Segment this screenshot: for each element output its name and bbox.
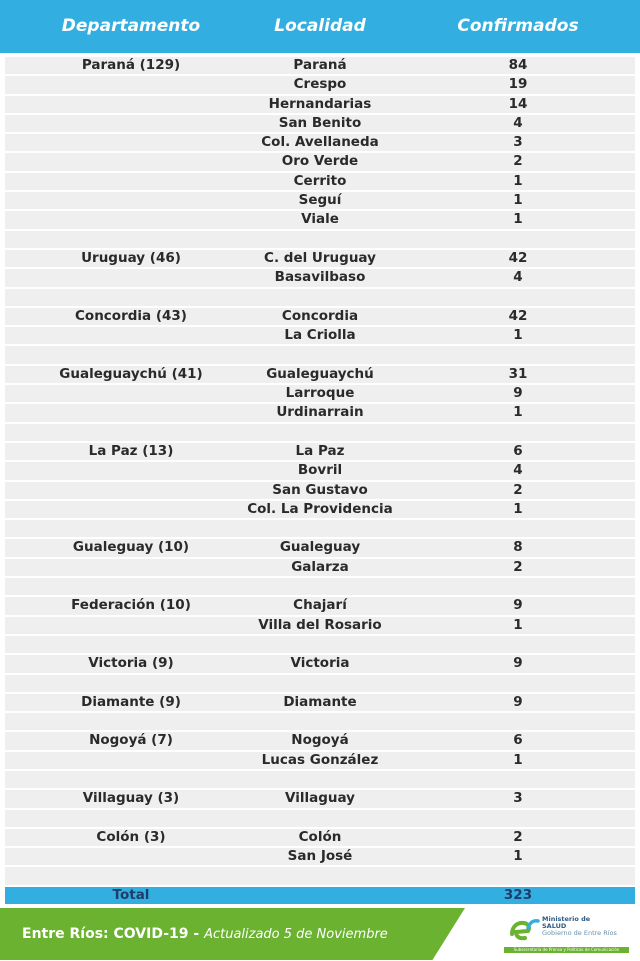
table-row [5,250,635,267]
cell-localidad: Gualeguaychú [266,365,374,382]
cell-confirmados: 3 [513,790,523,807]
table-row [5,752,635,769]
cell-confirmados: 19 [508,76,528,93]
cell-confirmados [408,346,628,363]
cell-confirmados: 1 [513,751,523,768]
cell-localidad: Villa del Rosario [258,616,382,633]
cell-confirmados [408,424,628,441]
total-value: 323 [503,887,533,903]
cell-confirmados: 1 [513,404,523,421]
cell-confirmados [408,867,628,884]
cell-localidad: Victoria [290,655,350,672]
cell-confirmados: 2 [513,481,523,498]
cell-localidad: San Gustavo [272,481,368,498]
table-row [5,289,635,306]
cell-localidad: Urdinarrain [276,404,364,421]
cell-departamento [20,289,242,306]
cell-confirmados: 2 [513,558,523,575]
cell-departamento [20,713,242,730]
table-header [0,0,640,53]
cell-confirmados [408,578,628,595]
cell-departamento [20,346,242,363]
cell-confirmados: 8 [513,539,523,556]
cell-departamento [20,462,242,479]
cell-localidad: Paraná [293,57,347,73]
cell-departamento [20,771,242,788]
cell-departamento [20,867,242,884]
cell-confirmados: 3 [513,134,523,151]
table-row [5,385,635,402]
cell-localidad: Chajarí [293,597,347,614]
table-row [5,424,635,441]
total-row [5,887,635,904]
table-row [5,732,635,749]
cell-departamento [20,153,242,170]
ministry-logo [500,912,635,956]
table-row [5,867,635,884]
cell-departamento: La Paz (13) [88,442,174,459]
cell-confirmados [408,713,628,730]
cell-departamento [20,192,242,209]
table-row [5,115,635,132]
cell-confirmados: 1 [513,616,523,633]
cell-localidad: Gualeguay [279,539,361,556]
cell-localidad: Galarza [291,558,349,575]
table-row [5,192,635,209]
cell-localidad: La Criolla [284,327,356,344]
cell-localidad: Lucas González [261,751,379,768]
cell-departamento [20,96,242,113]
cell-confirmados: 4 [513,114,523,131]
table-row [5,57,635,74]
table-row [5,134,635,151]
cell-localidad: San José [287,848,353,865]
cell-confirmados: 6 [513,732,523,749]
logo-bar: Subsecretaría de Prensa y Políticas de Comunicación [504,947,629,953]
table-row [5,636,635,653]
cell-departamento: Paraná (129) [81,57,181,73]
cell-localidad [210,578,430,595]
table-row [5,790,635,807]
cell-departamento [20,385,242,402]
table-row [5,675,635,692]
cell-localidad: Col. La Providencia [247,500,393,517]
table-row [5,462,635,479]
cell-confirmados: 2 [513,153,523,170]
header-departamento: Departamento [61,16,201,36]
cell-localidad: Seguí [298,192,342,209]
cell-departamento: Gualeguay (10) [72,539,190,556]
logo-line1: Ministerio de [542,915,591,923]
cell-departamento [20,578,242,595]
cell-departamento [20,501,242,518]
cell-localidad: Concordia [281,307,359,324]
cell-confirmados: 1 [513,192,523,209]
cell-localidad: Colón [298,828,342,845]
table-row [5,346,635,363]
footer-title: Entre Ríos: COVID-19 - [22,926,200,942]
logo-line3: Gobierno de Entre Ríos [542,929,617,937]
cell-departamento [20,269,242,286]
cell-localidad [210,520,430,537]
cell-departamento: Diamante (9) [81,693,181,710]
cell-localidad: Oro Verde [281,153,359,170]
cell-departamento: Gualeguaychú (41) [59,365,203,382]
table-row [5,810,635,827]
cell-confirmados: 1 [513,172,523,189]
table-row [5,597,635,614]
cell-departamento [20,520,242,537]
cell-confirmados: 1 [513,500,523,517]
table-row [5,578,635,595]
cell-localidad: Villaguay [285,790,355,807]
header-localidad: Localidad [274,16,366,36]
cell-localidad [210,867,430,884]
cell-localidad: Basavilbaso [274,269,366,286]
total-label: Total [112,887,150,903]
cell-departamento [20,134,242,151]
cell-departamento [20,675,242,692]
cell-localidad [210,636,430,653]
cell-departamento: Federación (10) [71,597,191,614]
table-row [5,848,635,865]
table-row [5,771,635,788]
table-row [5,443,635,460]
cell-confirmados: 42 [508,307,528,324]
cell-confirmados: 1 [513,327,523,344]
table-row [5,404,635,421]
cell-confirmados: 1 [513,211,523,228]
cell-departamento [20,848,242,865]
table-row [5,76,635,93]
table-row [5,501,635,518]
er-logo-icon [506,914,540,948]
cell-confirmados: 6 [513,442,523,459]
cell-localidad [210,424,430,441]
cell-departamento: Uruguay (46) [81,249,181,266]
header-confirmados: Confirmados [457,16,579,36]
table-row [5,173,635,190]
cell-departamento [20,231,242,248]
table-row [5,482,635,499]
cell-departamento: Victoria (9) [88,655,174,672]
cell-localidad: Larroque [285,385,355,402]
cell-localidad: Hernandarias [268,95,372,112]
cell-departamento [20,636,242,653]
cell-departamento: Villaguay (3) [82,790,180,807]
cell-departamento [20,76,242,93]
footer-updated: Actualizado 5 de Noviembre [204,927,388,942]
cell-confirmados: 9 [513,693,523,710]
cell-departamento [20,115,242,132]
cell-departamento [20,752,242,769]
cell-departamento [20,810,242,827]
table-row [5,211,635,228]
table-row [5,559,635,576]
cell-departamento [20,482,242,499]
cell-departamento [20,211,242,228]
cell-departamento [20,424,242,441]
cell-departamento [20,404,242,421]
cell-departamento [20,327,242,344]
table-row [5,655,635,672]
cell-confirmados: 4 [513,269,523,286]
table-row [5,694,635,711]
table-body [0,57,640,887]
cell-departamento: Concordia (43) [75,307,187,324]
cell-departamento [20,173,242,190]
cell-localidad: Cerrito [293,172,347,189]
cell-localidad [210,713,430,730]
cell-localidad [210,289,430,306]
cell-localidad [210,675,430,692]
cell-confirmados: 42 [508,249,528,266]
logo-text [542,916,617,937]
logo-line2: SALUD [542,922,567,930]
table-row [5,617,635,634]
table-row [5,366,635,383]
cell-confirmados: 84 [508,57,528,73]
cell-localidad [210,346,430,363]
cell-localidad [210,231,430,248]
cell-confirmados: 1 [513,848,523,865]
cell-confirmados [408,520,628,537]
cell-localidad: Crespo [293,76,347,93]
cell-confirmados: 4 [513,462,523,479]
cell-confirmados [408,231,628,248]
cell-localidad [210,810,430,827]
cell-departamento: Colón (3) [96,828,166,845]
cell-confirmados: 2 [513,828,523,845]
cell-localidad [210,771,430,788]
cell-confirmados [408,771,628,788]
table-row [5,96,635,113]
cell-localidad: Viale [301,211,339,228]
cell-localidad: Nogoyá [291,732,349,749]
table-row [5,829,635,846]
cell-confirmados [408,675,628,692]
table-row [5,539,635,556]
cell-localidad: C. del Uruguay [264,249,376,266]
cell-confirmados: 31 [508,365,528,382]
table-row [5,308,635,325]
cell-localidad: La Paz [295,442,345,459]
footer-text [22,908,388,960]
cell-departamento [20,559,242,576]
cell-departamento [20,617,242,634]
cell-confirmados [408,810,628,827]
cell-localidad: Col. Avellaneda [261,134,379,151]
cell-confirmados: 9 [513,597,523,614]
cell-localidad: Bovril [297,462,343,479]
cell-departamento: Nogoyá (7) [89,732,173,749]
cell-confirmados [408,636,628,653]
cell-confirmados: 9 [513,385,523,402]
table-row [5,327,635,344]
table-row [5,231,635,248]
table-row [5,713,635,730]
cell-confirmados [408,289,628,306]
cell-confirmados: 14 [508,95,528,112]
cell-localidad: Diamante [283,693,357,710]
cell-localidad: San Benito [278,114,362,131]
table-row [5,520,635,537]
table-row [5,153,635,170]
table-row [5,269,635,286]
cell-confirmados: 9 [513,655,523,672]
